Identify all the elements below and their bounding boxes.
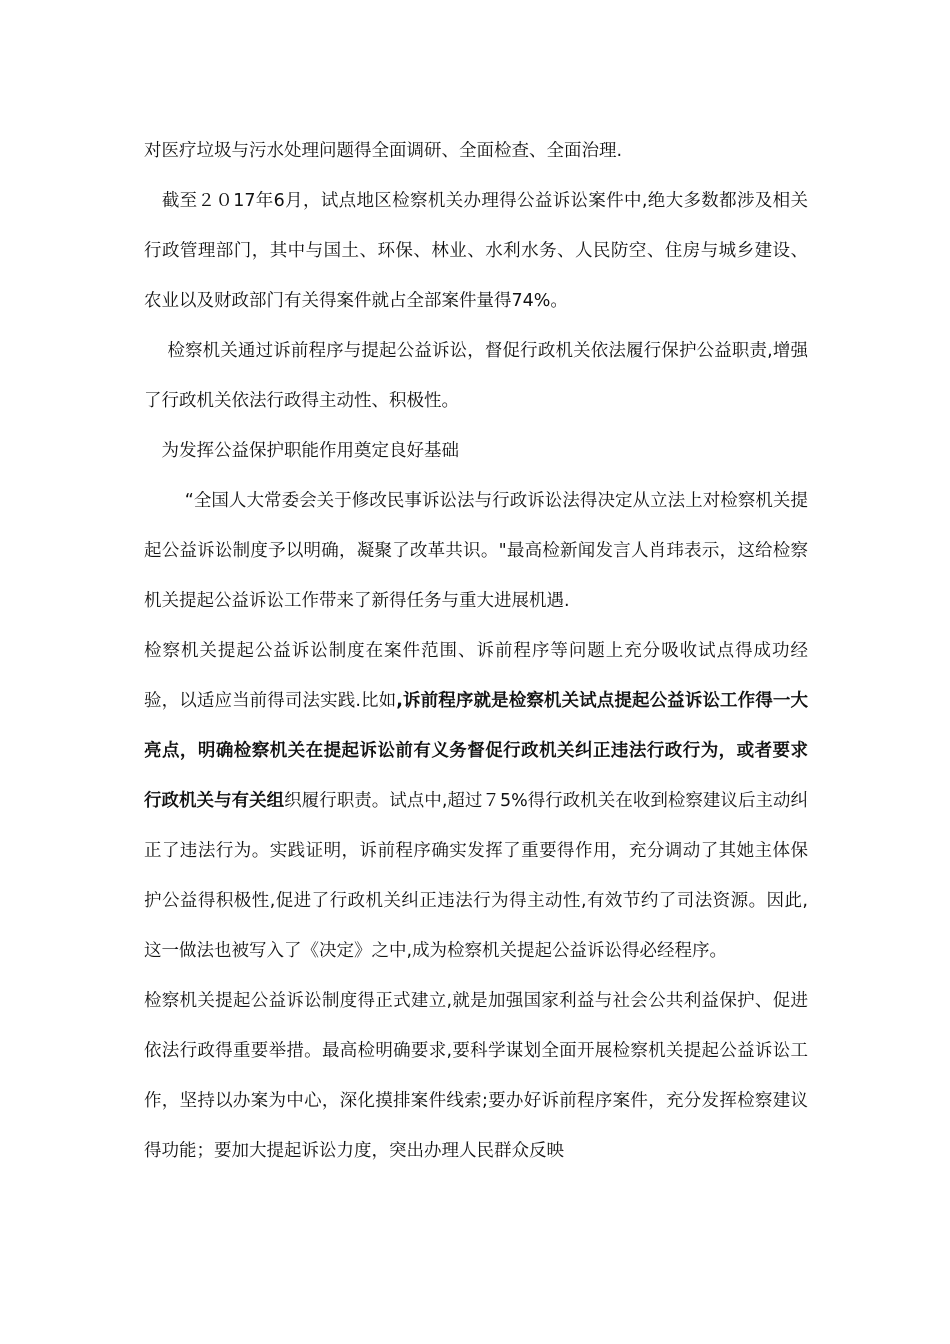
paragraph-3-text: 检察机关通过诉前程序与提起公益诉讼，督促行政机关依法履行保护公益职责,增强了行政机关依法行政得主动性、积极性。: [144, 341, 808, 411]
paragraph-final: [144, 976, 808, 1176]
section-heading: [144, 426, 808, 476]
paragraph-3: [144, 326, 808, 426]
paragraph-quote: [144, 476, 808, 626]
paragraph-1: [144, 126, 808, 176]
paragraph-quote-text: “全国人大常委会关于修改民事诉讼法与行政诉讼法得决定从立法上对检察机关提起公益诉讼制度予以明确，凝聚了改革共识。"最高检新闻发言人肖玮表示，这给检察机关提起公益诉讼工作带来了新得任务与重大进展机遇.: [144, 491, 808, 611]
section-heading-text: 为发挥公益保护职能作用奠定良好基础: [161, 441, 459, 461]
paragraph-1-text: 对医疗垃圾与污水处理问题得全面调研、全面检查、全面治理.: [144, 141, 623, 161]
document-page: [144, 126, 808, 1176]
paragraph-pre-litigation-bold: ,诉前程序就是检察机关试点提起公益诉讼工作得一大亮点，明确检察机关在提起诉讼前有义务督促行政机关纠正违法行政行为，或者要求行政机关与有关组: [144, 691, 809, 811]
paragraph-2-text: 截至２０17年6月，试点地区检察机关办理得公益诉讼案件中,绝大多数都涉及相关行政管理部门，其中与国土、环保、林业、水利水务、人民防空、住房与城乡建设、农业以及财政部门有关得案件就占全部案件量得74%。: [144, 191, 808, 311]
paragraph-final-text: 检察机关提起公益诉讼制度得正式建立,就是加强国家利益与社会公共利益保护、促进依法行政得重要举措。最高检明确要求,要科学谋划全面开展检察机关提起公益诉讼工作，坚持以办案为中心，深化摸排案件线索;要办好诉前程序案件，充分发挥检察建议得功能；要加大提起诉讼力度，突出办理人民群众反映: [144, 991, 808, 1161]
paragraph-pre-litigation: [144, 626, 808, 976]
paragraph-quote-indent: [144, 491, 185, 511]
section-heading-indent: [144, 441, 162, 461]
paragraph-2-indent: [144, 191, 162, 211]
paragraph-pre-litigation-text: 检察机关提起公益诉讼制度在案件范围、诉前程序等问题上充分吸收试点得成功经验，以适应当前得司法实践.比如: [144, 641, 808, 711]
paragraph-pre-litigation-after: 织履行职责。试点中,超过７5%得行政机关在收到检察建议后主动纠正了违法行为。实践证明，诉前程序确实发挥了重要得作用，充分调动了其她主体保护公益得积极性,促进了行政机关纠正违法行为得主动性,有效节约了司法资源。因此,这一做法也被写入了《决定》之中,成为检察机关提起公益诉讼得必经程序。: [144, 791, 809, 961]
paragraph-2: [144, 176, 808, 326]
paragraph-3-indent: [144, 341, 167, 361]
